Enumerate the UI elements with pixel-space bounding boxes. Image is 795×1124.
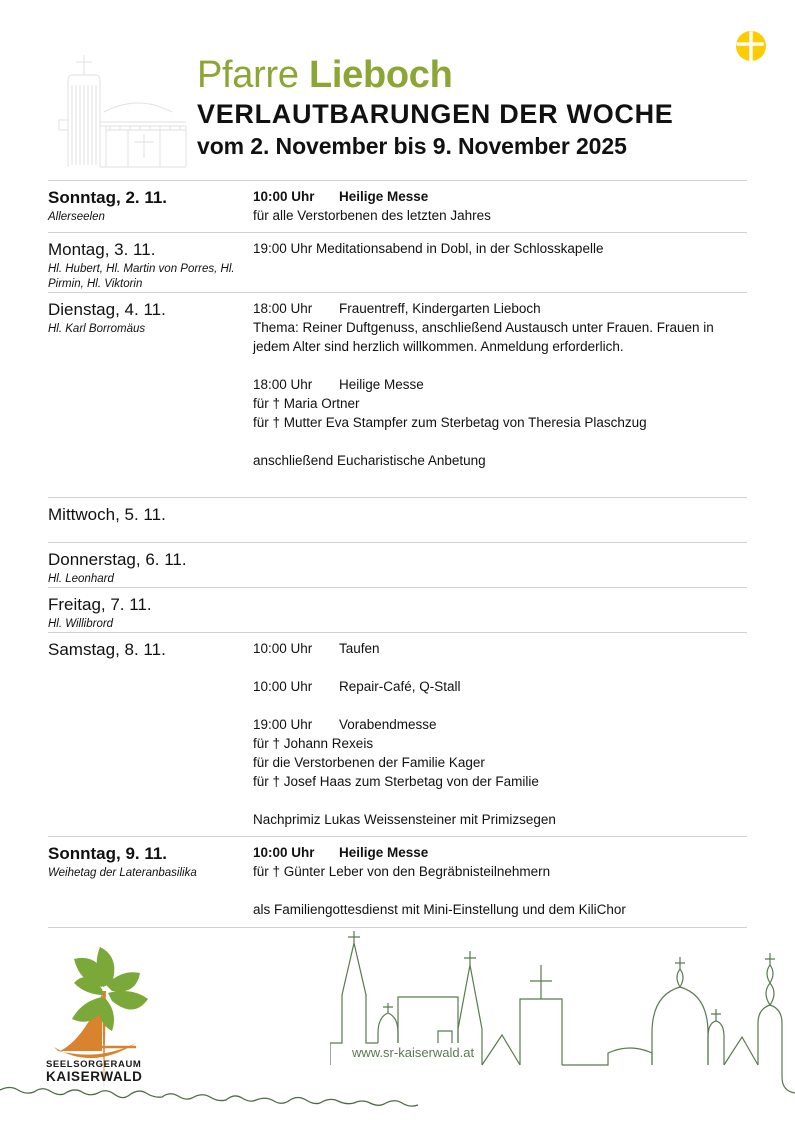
schedule-row — [48, 180, 747, 232]
events-cell — [253, 233, 747, 265]
announcement-heading: VERLAUTBARUNGEN DER WOCHE — [197, 99, 674, 129]
events-cell — [253, 293, 747, 477]
event-line — [253, 299, 747, 318]
event-spacer — [253, 791, 747, 810]
event-spacer — [253, 696, 747, 715]
website-url: www.sr-kaiserwald.at — [352, 1045, 475, 1060]
day-cell — [48, 233, 253, 292]
saint-label: Allerseelen — [48, 211, 105, 223]
day-label: Dienstag, 4. 11. — [48, 300, 166, 319]
saint-label: Weihetag der Lateranbasilika — [48, 867, 197, 879]
event-description: Heilige Messe — [339, 377, 424, 392]
event-spacer — [253, 356, 747, 375]
event-time: 10:00 Uhr — [253, 189, 315, 204]
logo-line-1: SEELSORGERAUM — [46, 1059, 142, 1070]
event-note: als Familiengottesdienst mit Mini-Einstellung und dem KiliChor — [253, 902, 626, 917]
day-label: Mittwoch, 5. 11. — [48, 505, 166, 524]
event-time: 10:00 Uhr — [253, 845, 315, 860]
events-cell — [253, 543, 747, 556]
event-description: Repair-Café, Q-Stall — [339, 679, 461, 694]
day-cell — [48, 293, 253, 337]
day-cell — [48, 588, 253, 632]
event-note: für die Verstorbenen der Familie Kager — [253, 755, 485, 770]
event-line — [253, 677, 747, 696]
day-cell — [48, 633, 253, 661]
day-cell — [48, 498, 253, 526]
event-line — [253, 187, 747, 206]
events-cell — [253, 633, 747, 836]
date-range-subtitle: vom 2. November bis 9. November 2025 — [197, 133, 627, 159]
header-title-block — [197, 52, 757, 161]
event-note: für † Johann Rexeis — [253, 736, 374, 751]
event-line — [253, 715, 747, 734]
page-footer — [0, 925, 795, 1124]
event-time: 10:00 Uhr — [253, 641, 313, 656]
parish-name: Lieboch — [308, 54, 453, 96]
page-title — [197, 52, 757, 98]
day-label: Donnerstag, 6. 11. — [48, 550, 187, 569]
weekly-schedule-table — [48, 180, 747, 928]
event-note: für † Josef Haas zum Sterbetag von der Familie — [253, 774, 539, 789]
events-cell — [253, 181, 747, 232]
events-cell — [253, 498, 747, 511]
day-label: Samstag, 8. 11. — [48, 640, 166, 659]
schedule-row — [48, 836, 747, 928]
event-time: 10:00 Uhr — [253, 679, 313, 694]
day-cell — [48, 543, 253, 587]
logo-line-2: KAISERWALD — [46, 1069, 143, 1084]
event-spacer — [253, 432, 747, 451]
event-spacer — [253, 881, 747, 900]
saint-label: Hl. Hubert, Hl. Martin von Porres, Hl. Pirmin, Hl. Viktorin — [48, 263, 235, 290]
schedule-row — [48, 497, 747, 542]
event-time: 19:00 Uhr — [253, 717, 313, 732]
event-note: 19:00 Uhr Meditationsabend in Dobl, in der Schlosskapelle — [253, 241, 604, 256]
events-cell — [253, 588, 747, 601]
event-description: Heilige Messe — [339, 845, 429, 860]
schedule-row — [48, 632, 747, 836]
event-line — [253, 375, 747, 394]
day-cell — [48, 181, 253, 225]
event-note: für † Maria Ortner — [253, 396, 360, 411]
events-cell — [253, 837, 747, 926]
saint-label: Hl. Karl Borromäus — [48, 323, 146, 335]
event-note: für alle Verstorbenen des letzten Jahres — [253, 208, 491, 223]
event-time: 18:00 Uhr — [253, 377, 313, 392]
day-label: Sonntag, 2. 11. — [48, 188, 168, 207]
day-cell — [48, 837, 253, 881]
event-spacer — [253, 658, 747, 677]
event-description: Heilige Messe — [339, 189, 429, 204]
parish-prefix: Pfarre — [197, 54, 309, 96]
saint-label: Hl. Leonhard — [48, 573, 114, 585]
page-header — [0, 0, 795, 180]
event-note: Nachprimiz Lukas Weissensteiner mit Primizsegen — [253, 812, 556, 827]
event-note: anschließend Eucharistische Anbetung — [253, 453, 486, 468]
event-note: für † Günter Leber von den Begräbnisteilnehmern — [253, 864, 551, 879]
green-wave-divider — [0, 1065, 795, 1115]
event-description: Vorabendmesse — [339, 717, 437, 732]
event-line — [253, 843, 747, 862]
schedule-row — [48, 292, 747, 497]
day-label: Montag, 3. 11. — [48, 240, 156, 259]
day-label: Freitag, 7. 11. — [48, 595, 152, 614]
schedule-row — [48, 542, 747, 587]
event-time: 18:00 Uhr — [253, 301, 313, 316]
event-note: für † Mutter Eva Stampfer zum Sterbetag von Theresia Plaschzug — [253, 415, 647, 430]
schedule-row — [48, 232, 747, 292]
saint-label: Hl. Willibrord — [48, 618, 114, 630]
event-description: Frauentreff, Kindergarten Lieboch — [339, 301, 541, 316]
schedule-row — [48, 587, 747, 632]
event-note: Thema: Reiner Duftgenuss, anschließend Austausch unter Frauen. Frauen in jedem Alter sind herzlich willkommen. Anmeldung erforderlich. — [253, 320, 714, 354]
event-description: Taufen — [339, 641, 380, 656]
day-label: Sonntag, 9. 11. — [48, 844, 168, 863]
event-line — [253, 639, 747, 658]
church-illustration — [48, 52, 188, 168]
